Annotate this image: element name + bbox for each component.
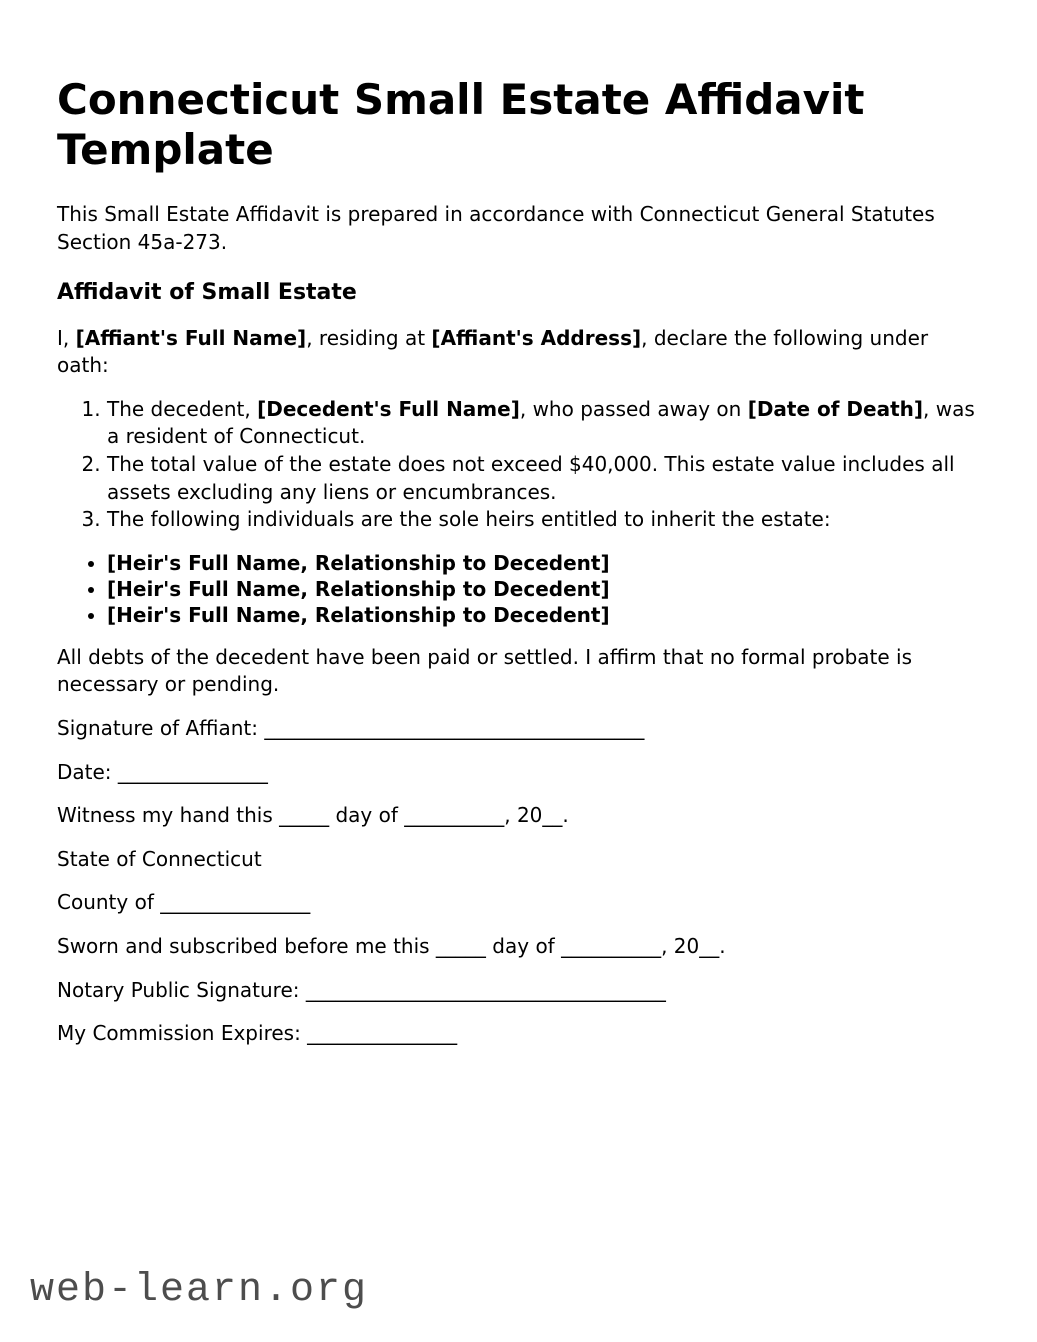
watermark: web-learn.org [30,1267,369,1313]
declaration-segment: The decedent, [107,396,258,421]
county-line: County of _______________ [57,890,311,915]
declaration-segment: , was a resident of Connecticut. [107,396,975,449]
decedent-name-placeholder: [Decedent's Full Name] [257,396,520,421]
witness-line: Witness my hand this _____ day of __________, 20__. [57,803,569,828]
declaration-item-heirs [107,506,980,534]
heirs-list [57,550,980,628]
commission-line: My Commission Expires: _______________ [57,1021,458,1046]
declaration-item-decedent [107,396,980,451]
declaration-item-estate-value [107,451,980,506]
sworn-line: Sworn and subscribed before me this _____ day of __________, 20__. [57,933,726,958]
oath-segment: , residing at [306,325,432,350]
declarations-list [57,396,980,534]
affiant-name-placeholder: [Affiant's Full Name] [75,325,307,350]
notary-line: Notary Public Signature: ____________________________________ [57,977,666,1002]
section-heading: Affidavit of Small Estate [57,280,357,306]
declaration-segment: The following individuals are the sole heirs entitled to inherit the estate: [107,507,831,532]
state-line: State of Connecticut [57,846,262,871]
heir-item: • [Heir's Full Name, Relationship to Decedent] [107,602,980,628]
document-title: Connecticut Small Estate Affidavit Template [57,75,865,174]
affiant-address-placeholder: [Affiant's Address] [431,325,642,350]
heir-item: • [Heir's Full Name, Relationship to Decedent] [107,550,980,576]
declaration-segment: , who passed away on [519,396,748,421]
signature-line: Signature of Affiant: ______________________________________ [57,715,645,740]
declaration-segment: The total value of the estate does not exceed $40,000. This estate value includes all assets excluding any liens or encumbrances. [107,452,955,504]
date-line: Date: _______________ [57,759,268,784]
intro-paragraph: This Small Estate Affidavit is prepared in accordance with Connecticut General Statutes Section 45a-273. [57,202,935,254]
heir-item: • [Heir's Full Name, Relationship to Decedent] [107,576,980,602]
oath-segment: I, [57,325,76,350]
date-of-death-placeholder: [Date of Death] [747,396,924,421]
oath-segment: , declare the following under oath: [57,325,929,378]
oath-paragraph [57,325,980,380]
debts-statement: All debts of the decedent have been paid or settled. I affirm that no formal probate is necessary or pending. [57,644,913,697]
